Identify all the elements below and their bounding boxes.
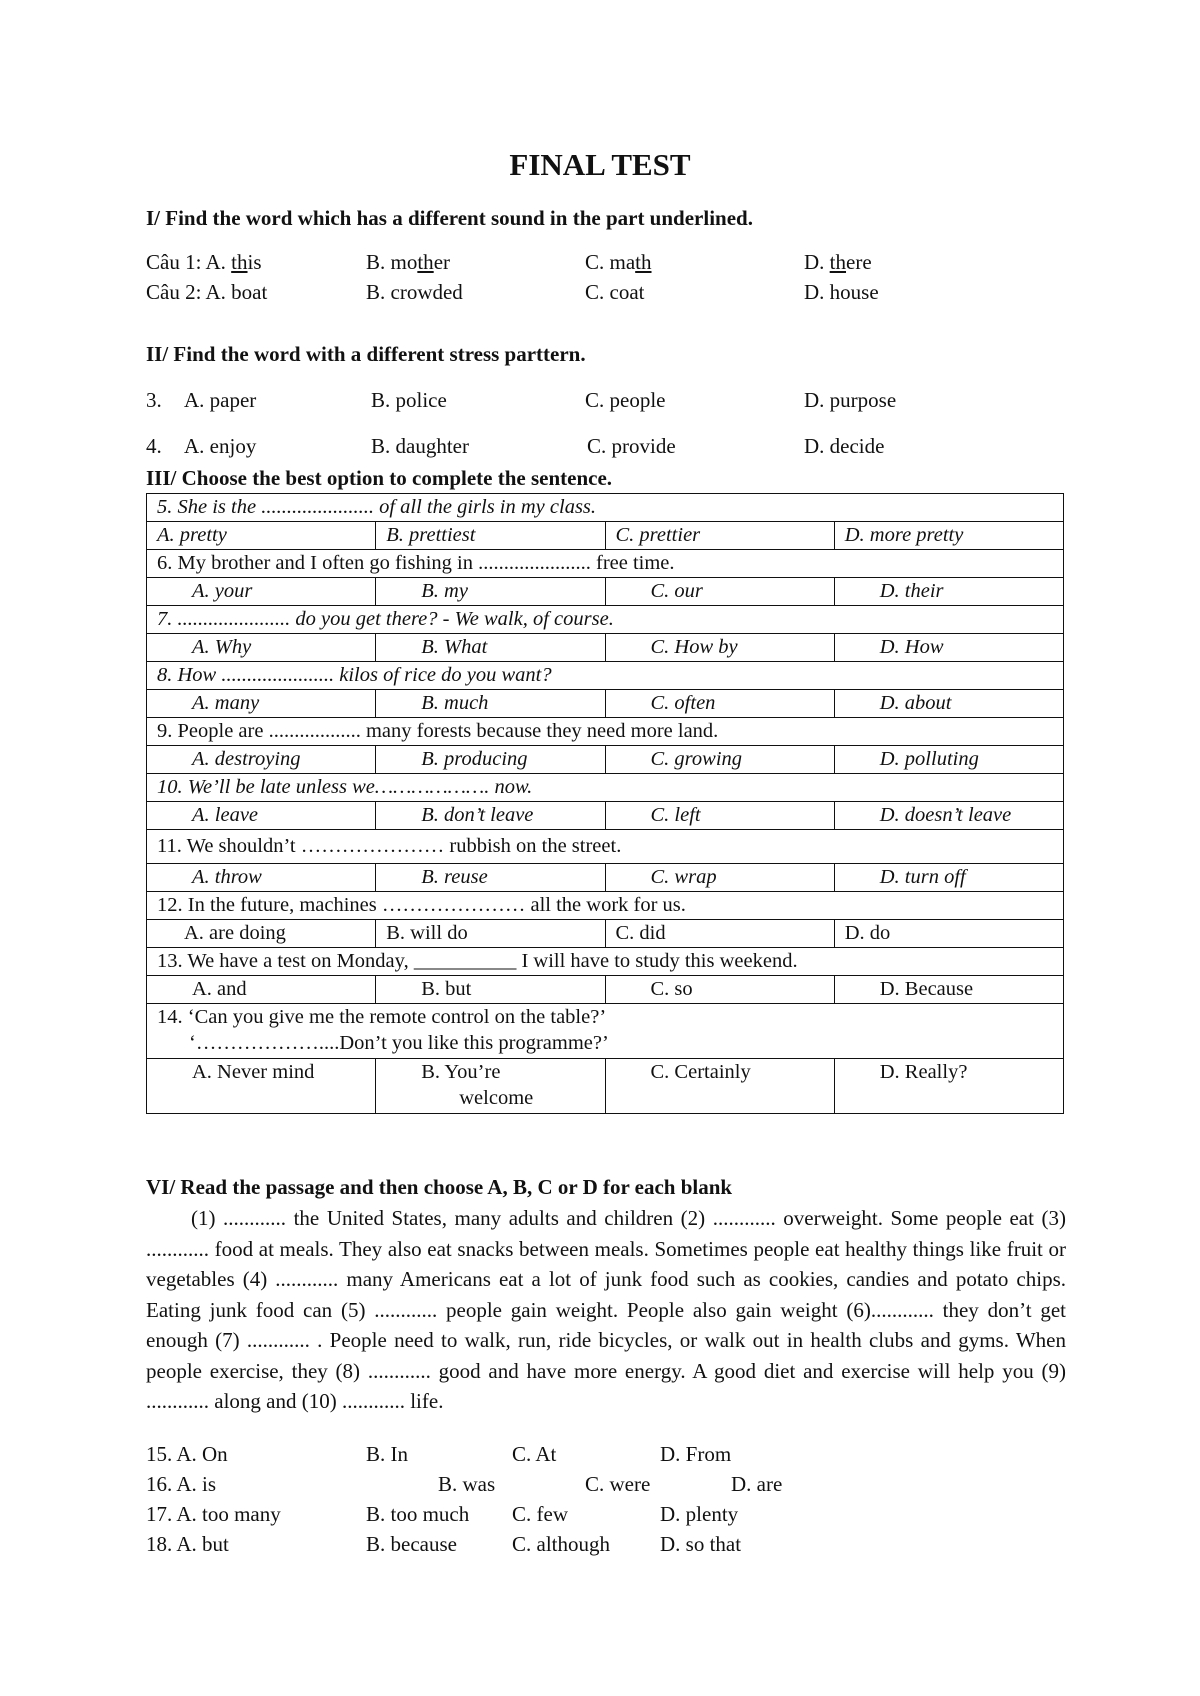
q4-option-d: D. decide [804,434,885,458]
q12-option-a: A. are doing [147,920,376,948]
q14-option-b-line-2: welcome [459,1087,534,1109]
q11-option-b: B. reuse [376,864,605,892]
q7-stem: 7. ...................... do you get there? - We walk, of course. [147,606,1064,634]
q14-option-a: A. Never mind [147,1059,376,1114]
q14-option-b-line-1: B. You’re [421,1061,501,1083]
q4-option-a: A. enjoy [184,434,257,458]
q1-option-c: C. math [585,250,652,274]
q15-option-a: 15. A. On [146,1442,228,1466]
q18-option-c: C. although [512,1532,610,1556]
q8-option-c: C. often [605,690,834,718]
q8-option-d: D. about [834,690,1063,718]
q16-option-c: C. were [585,1472,651,1496]
q5-option-c: C. prettier [605,522,834,550]
q17-option-d: D. plenty [660,1502,739,1526]
q13-stem: 13. We have a test on Monday, __________ I will have to study this weekend. [147,948,1064,976]
q11-option-d: D. turn off [834,864,1063,892]
q10-stem: 10. We’ll be late unless we………………. now. [147,774,1064,802]
q12-option-b: B. will do [376,920,605,948]
section-1-heading: I/ Find the word which has a different sound in the part underlined. [146,206,753,230]
q13-option-d: D. Because [834,976,1063,1004]
q3-option-b: B. police [371,388,447,412]
q14-stem [147,1004,1064,1059]
reading-passage [146,1203,1066,1417]
q17-option-a: 17. A. too many [146,1502,281,1526]
q1-label: Câu 1: A. this [146,250,262,274]
q10-option-c: C. left [605,802,834,830]
q18-option-d: D. so that [660,1532,742,1556]
q2-option-c: C. coat [585,280,645,304]
q5-stem: 5. She is the ...................... of all the girls in my class. [147,494,1064,522]
q14-line-1: 14. ‘Can you give me the remote control on the table?’ [157,1006,607,1028]
q17-option-b: B. too much [366,1502,470,1526]
q1-option-b: B. mother [366,250,451,274]
q15-option-c: C. At [512,1442,557,1466]
q11-option-c: C. wrap [605,864,834,892]
q4-option-c: C. provide [587,434,676,458]
q15-option-d: D. From [660,1442,732,1466]
q18-option-a: 18. A. but [146,1532,229,1556]
q12-option-d: D. do [834,920,1063,948]
q7-option-c: C. How by [605,634,834,662]
q7-option-d: D. How [834,634,1063,662]
q5-option-a: A. pretty [147,522,376,550]
q13-option-b: B. but [376,976,605,1004]
q9-stem: 9. People are .................. many forests because they need more land. [147,718,1064,746]
q2-option-b: B. crowded [366,280,463,304]
section-3-heading: III/ Choose the best option to complete the sentence. [146,466,613,490]
q13-option-a: A. and [147,976,376,1004]
section-2-heading: II/ Find the word with a different stress parttern. [146,342,586,366]
q12-option-c: C. did [605,920,834,948]
q1-option-d: D. there [804,250,872,274]
q17-option-c: C. few [512,1502,568,1526]
q13-option-c: C. so [605,976,834,1004]
q2-label: Câu 2: A. boat [146,280,268,304]
q6-option-d: D. their [834,578,1063,606]
q3-option-d: D. purpose [804,388,897,412]
q10-option-b: B. don’t leave [376,802,605,830]
q6-option-a: A. your [147,578,376,606]
q14-option-c: C. Certainly [605,1059,834,1114]
q10-option-a: A. leave [147,802,376,830]
q10-option-d: D. doesn’t leave [834,802,1063,830]
q14-option-b [376,1059,605,1114]
questions-table [146,493,1064,1114]
q9-option-c: C. growing [605,746,834,774]
q8-stem: 8. How ...................... kilos of rice do you want? [147,662,1064,690]
q2-option-d: D. house [804,280,879,304]
q7-option-a: A. Why [147,634,376,662]
q4-number: 4. [146,434,162,458]
q16-option-b: B. was [438,1472,496,1496]
q11-stem: 11. We shouldn’t ………………… rubbish on the street. [147,830,1064,864]
q4-option-b: B. daughter [371,434,469,458]
q8-option-b: B. much [376,690,605,718]
section-4-heading: VI/ Read the passage and then choose A, B, C or D for each blank [146,1175,733,1199]
q6-option-c: C. our [605,578,834,606]
q16-option-d: D. are [731,1472,783,1496]
q3-option-c: C. people [585,388,666,412]
q3-option-a: A. paper [184,388,257,412]
q14-line-2: ‘………………....Don’t you like this programme?’ [189,1032,609,1054]
q6-stem: 6. My brother and I often go fishing in ...................... free time. [147,550,1064,578]
q11-option-a: A. throw [147,864,376,892]
q9-option-d: D. polluting [834,746,1063,774]
q12-stem: 12. In the future, machines ………………… all the work for us. [147,892,1064,920]
page-title: FINAL TEST [509,147,691,182]
q8-option-a: A. many [147,690,376,718]
q3-number: 3. [146,388,162,412]
q5-option-b: B. prettiest [376,522,605,550]
q7-option-b: B. What [376,634,605,662]
q15-option-b: B. In [366,1442,408,1466]
q9-option-b: B. producing [376,746,605,774]
q9-option-a: A. destroying [147,746,376,774]
q16-option-a: 16. A. is [146,1472,217,1496]
q5-option-d: D. more pretty [834,522,1063,550]
q6-option-b: B. my [376,578,605,606]
q18-option-b: B. because [366,1532,457,1556]
passage-text: (1) ............ the United States, many adults and children (2) ............ overweight. Some people eat (3) ............ food at meals. They also eat snacks between meals. Sometimes people eat healthy things like fruit or vegetables (4) ............ many Americans eat a lot of junk food such as cookies, candies and potato chips. Eating junk food can (5) ............ people gain weight. People also gain weight (6)............ they don’t get enough (7) ............ . People need to walk, run, ride bicycles, or walk out in health clubs and gyms. When people exercise, they (8) ............ good and have more energy. A good diet and exercise will help you (9) ............ along and (10) ............ life. [146,1206,1066,1413]
q14-option-d: D. Really? [834,1059,1063,1114]
